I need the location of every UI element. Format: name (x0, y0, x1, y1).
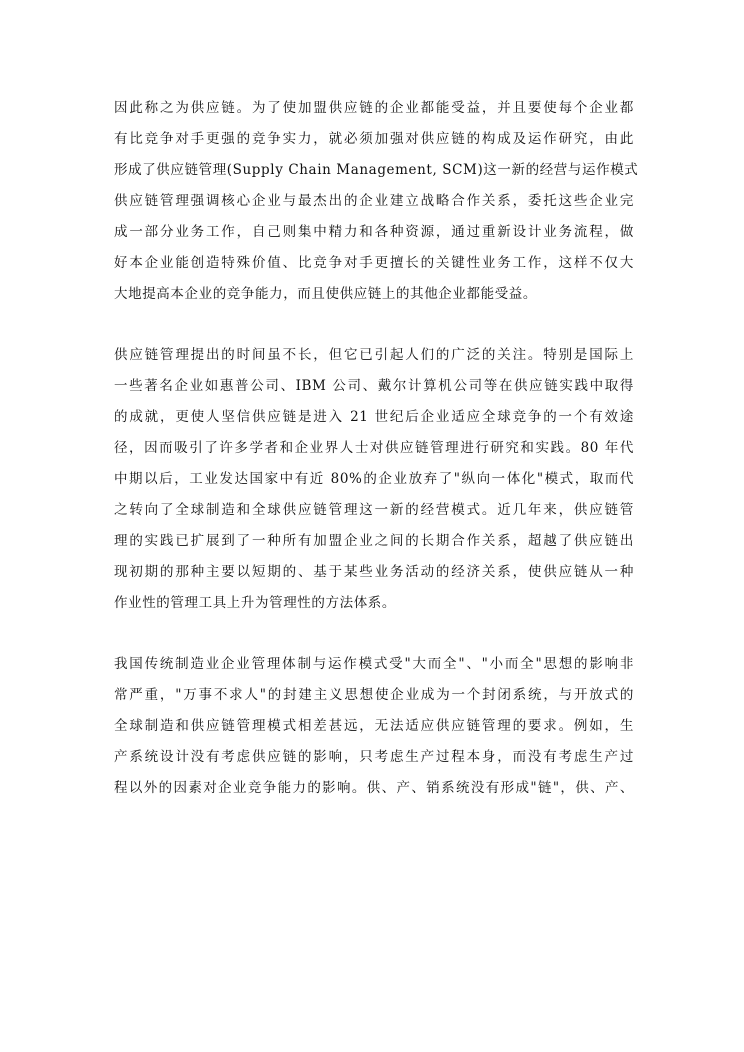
text-line: 成一部分业务工作，自己则集中精力和各种资源，通过重新设计业务流程，做 (114, 224, 634, 240)
paragraph-spacer (114, 619, 634, 649)
document-page (114, 93, 639, 804)
text-line: 的成就，更使人坚信供应链是进入 21 世纪后企业适应全球竞争的一个有效途 (114, 409, 634, 425)
text-line: 因此称之为供应链。为了使加盟供应链的企业都能受益，并且要使每个企业都 (114, 100, 634, 116)
text-line: 大地提高本企业的竞争能力，而且使供应链上的其他企业都能受益。 (114, 286, 537, 302)
text-line: 径，因而吸引了许多学者和企业界人士对供应链管理进行研究和实践。80 年代 (114, 440, 634, 456)
text-line: 形成了供应链管理(Supply Chain Management, SCM)这一新的经营与运作模式 (114, 162, 639, 178)
text-line: 现初期的那种主要以短期的、基于某些业务活动的经济关系，使供应链从一种 (114, 564, 634, 580)
text-line: 全球制造和供应链管理模式相差甚远，无法适应供应链管理的要求。例如，生 (114, 718, 634, 734)
text-line: 之转向了全球制造和全球供应链管理这一新的经营模式。近几年来，供应链管 (114, 502, 634, 518)
paragraph-2 (114, 340, 634, 619)
text-line: 程以外的因素对企业竞争能力的影响。供、产、销系统没有形成"链"，供、产、 (114, 780, 634, 796)
paragraph-3 (114, 649, 634, 804)
paragraph-spacer (114, 310, 634, 340)
text-line: 供应链管理提出的时间虽不长，但它已引起人们的广泛的关注。特别是国际上 (114, 347, 634, 363)
text-line: 常严重，"万事不求人"的封建主义思想使企业成为一个封闭系统，与开放式的 (114, 687, 634, 703)
text-line: 理的实践已扩展到了一种所有加盟企业之间的长期合作关系，超越了供应链出 (114, 533, 634, 549)
text-line: 好本企业能创造特殊价值、比竞争对手更擅长的关键性业务工作，这样不仅大 (114, 255, 634, 271)
paragraph-1 (114, 93, 639, 310)
text-line: 供应链管理强调核心企业与最杰出的企业建立战略合作关系，委托这些企业完 (114, 193, 634, 209)
text-line: 我国传统制造业企业管理体制与运作模式受"大而全"、"小而全"思想的影响非 (114, 656, 634, 672)
text-line: 作业性的管理工具上升为管理性的方法体系。 (114, 595, 396, 611)
text-line: 一些著名企业如惠普公司、IBM 公司、戴尔计算机公司等在供应链实践中取得 (114, 378, 634, 394)
text-line: 有比竞争对手更强的竞争实力，就必须加强对供应链的构成及运作研究，由此 (114, 131, 634, 147)
text-line: 产系统设计没有考虑供应链的影响，只考虑生产过程本身，而没有考虑生产过 (114, 749, 634, 765)
text-line: 中期以后，工业发达国家中有近 80%的企业放弃了"纵向一体化"模式，取而代 (114, 471, 634, 487)
